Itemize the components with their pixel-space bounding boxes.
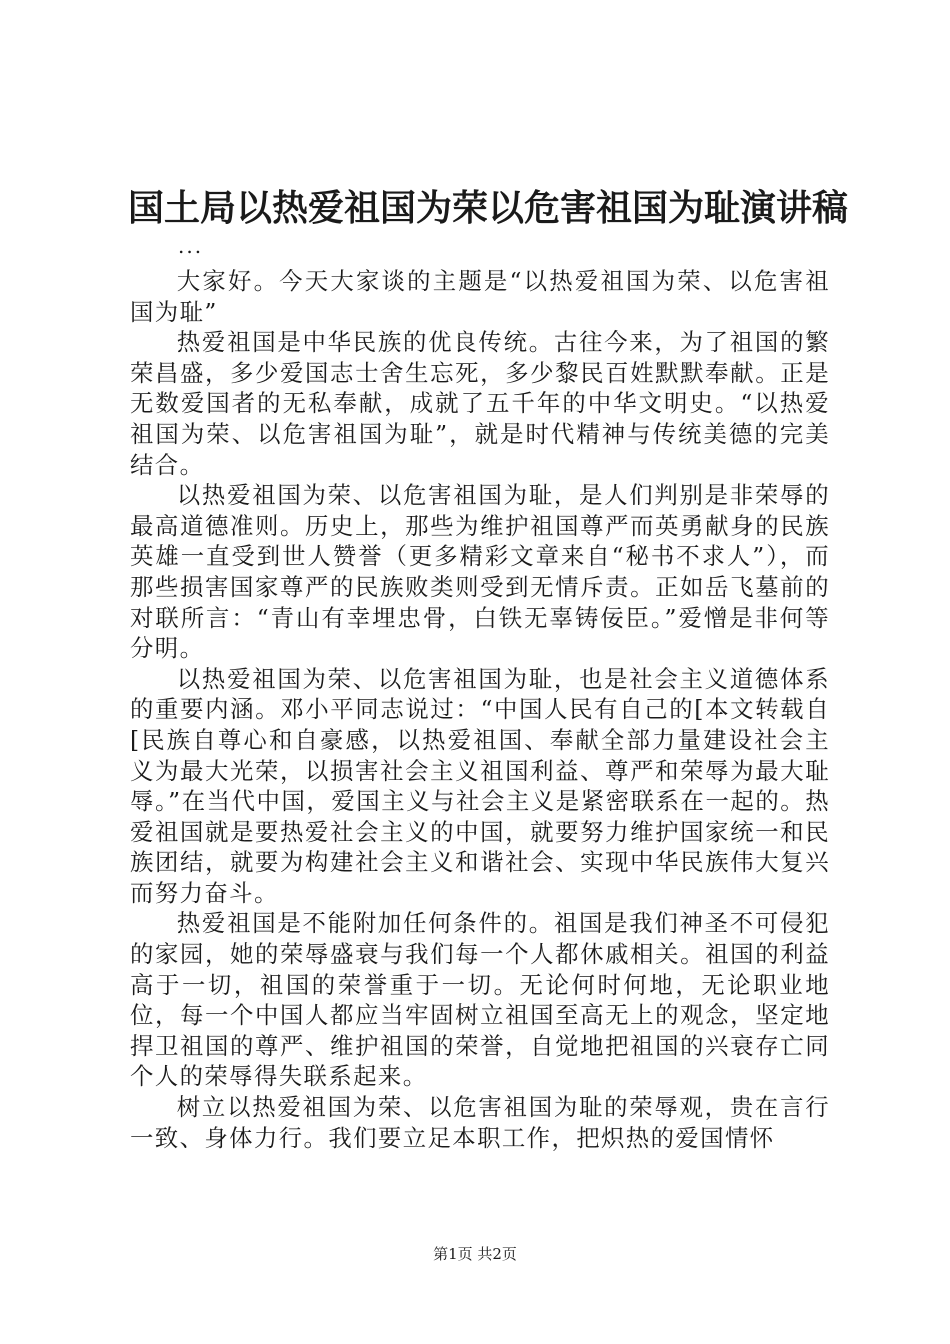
paragraph: 热爱祖国是不能附加任何条件的。祖国是我们神圣不可侵犯的家园，她的荣辱盛衰与我们每一个人都休戚相关。祖国的利益高于一切，祖国的荣誉重于一切。无论何时何地，无论职业地位，每一个中国人都应当牢固树立祖国至高无上的观念，坚定地捍卫祖国的尊严、维护祖国的荣誉，自觉地把祖国的兴衰存亡同个人的荣辱得失联系起来。 (130, 909, 830, 1091)
paragraph: 大家好。今天大家谈的主题是“以热爱祖国为荣、以危害祖国为耻” (130, 267, 830, 326)
paragraph: 树立以热爱祖国为荣、以危害祖国为耻的荣辱观，贵在言行一致、身体力行。我们要立足本职工作，把炽热的爱国情怀 (130, 1093, 830, 1152)
paragraph: 热爱祖国是中华民族的优良传统。古往今来，为了祖国的繁荣昌盛，多少爱国志士舍生忘死，多少黎民百姓默默奉献。正是无数爱国者的无私奉献，成就了五千年的中华文明史。“以热爱祖国为荣、以危害祖国为耻”，就是时代精神与传统美德的完美结合。 (130, 328, 830, 479)
paragraph: 以热爱祖国为荣、以危害祖国为耻，是人们判别是非荣辱的最高道德准则。历史上，那些为维护祖国尊严而英勇献身的民族英雄一直受到世人赞誉（更多精彩文章来自“秘书不求人”），而那些损害国家尊严的民族败类则受到无情斥责。正如岳飞墓前的对联所言：“青山有幸埋忠骨，白铁无辜铸佞臣。”爱憎是非何等分明。 (130, 481, 830, 663)
document-body (130, 266, 830, 1153)
title-ellipsis: ... (178, 234, 204, 258)
document-title: 国土局以热爱祖国为荣以危害祖国为耻演讲稿 (128, 187, 849, 229)
paragraph: 以热爱祖国为荣、以危害祖国为耻，也是社会主义道德体系的重要内涵。邓小平同志说过：“中国人民有自己的[本文转载自[民族自尊心和自豪感，以热爱祖国、奉献全部力量建设社会主义为最大光荣，以损害社会主义祖国利益、尊严和荣辱为最大耻辱。”在当代中国，爱国主义与社会主义是紧密联系在一起的。热爱祖国就是要热爱社会主义的中国，就要努力维护国家统一和民族团结，就要为构建社会主义和谐社会、实现中华民族伟大复兴而努力奋斗。 (130, 664, 830, 907)
page-footer: 第1页 共2页 (433, 1245, 517, 1263)
